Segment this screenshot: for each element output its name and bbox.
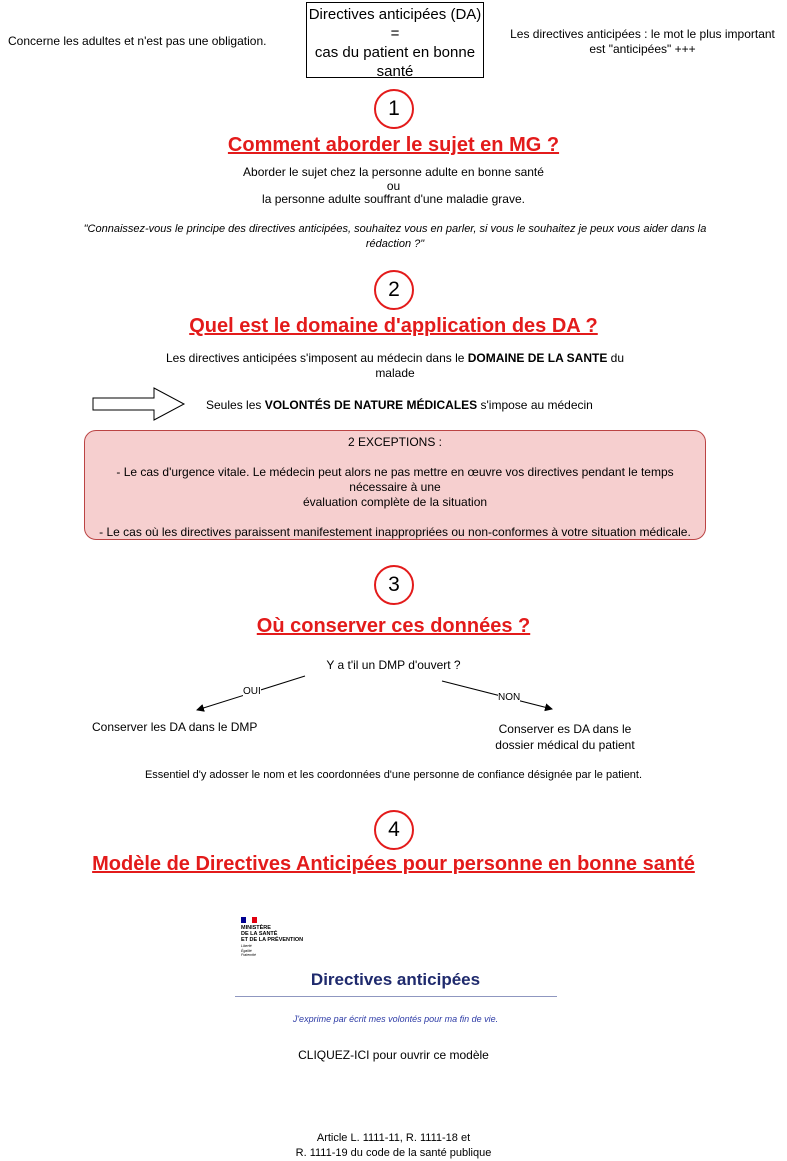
motto-line: Liberté [241, 944, 252, 948]
exception-1-line: - Le cas d'urgence vitale. Le médecin peut alors ne pas mettre en œuvre vos directives pendant le temps [116, 465, 674, 479]
section-2-heading: Quel est le domaine d'application des DA ? [189, 315, 598, 337]
section-2-line-2: malade [375, 366, 415, 380]
step-1-circle: 1 [374, 89, 414, 129]
title-box-line: cas du patient en bonne [314, 44, 476, 61]
title-box-line: = [390, 25, 400, 42]
step-3-circle: 3 [374, 565, 414, 605]
step-4-circle: 4 [374, 810, 414, 850]
quote-line: rédaction ?" [365, 238, 425, 250]
header-right-note-line: est "anticipées" +++ [589, 42, 696, 56]
directives-document-thumbnail[interactable] [208, 900, 583, 1030]
trusted-person-note: Essentiel d'y adosser le nom et les coordonnées d'une personne de confiance désignée par le patient. [144, 769, 643, 781]
ministry-logo [241, 917, 303, 958]
dmp-no-text [470, 721, 660, 753]
section-1-line: Aborder le sujet chez la personne adulte en bonne santé [243, 165, 544, 179]
ministry-line: MINISTÈRE [241, 925, 271, 931]
open-model-link[interactable]: CLIQUEZ-ICI pour ouvrir ce modèle [298, 1048, 489, 1062]
dmp-no-line: dossier médical du patient [495, 738, 635, 752]
dmp-yes-text: Conserver les DA dans le DMP [92, 720, 258, 734]
motto-line: Égalité [241, 948, 252, 953]
french-flag-icon [241, 917, 257, 923]
ministry-line: ET DE LA PRÉVENTION [241, 937, 304, 943]
title-box-line: santé [376, 63, 414, 80]
dmp-question: Y a t'il un DMP d'ouvert ? [326, 658, 461, 672]
step-2-circle: 2 [374, 270, 414, 310]
section-2-line-1: Les directives anticipées s'imposent au médecin dans le DOMAINE DE LA SANTE du [165, 351, 625, 365]
motto-line: Fraternité [241, 953, 256, 957]
section-1-line: la personne adulte souffrant d'une maladie grave. [262, 192, 525, 206]
header-right-note-line: Les directives anticipées : le mot le plus important [510, 27, 775, 41]
document-title: Directives anticipées [310, 970, 481, 989]
title-box-line: Directives anticipées (DA) [308, 6, 482, 23]
medical-wishes-text: Seules les VOLONTÉS DE NATURE MÉDICALES s'impose au médecin [206, 398, 593, 412]
oui-label: OUI [243, 686, 261, 697]
section-1-line: ou [386, 179, 401, 193]
legal-reference-line: R. 1111-19 du code de la santé publique [295, 1147, 492, 1159]
section-1-heading: Comment aborder le sujet en MG ? [227, 134, 560, 156]
document-tagline: J'exprime par écrit mes volontés pour ma fin de vie. [292, 1014, 499, 1024]
section-4-heading: Modèle de Directives Anticipées pour personne en bonne santé [92, 853, 695, 875]
quote-line: "Connaissez-vous le principe des directives anticipées, souhaitez vous en parler, si vous le souhaitez je peux vous aider dans la [83, 223, 707, 235]
legal-reference-line: Article L. 1111-11, R. 1111-18 et [316, 1132, 471, 1144]
ministry-line: DE LA SANTÉ [241, 931, 278, 937]
exception-2: - Le cas où les directives paraissent manifestement inappropriées ou non-conformes à votre situation médicale. [99, 525, 691, 539]
exception-1-line: évaluation complète de la situation [302, 495, 488, 509]
section-3-heading: Où conserver ces données ? [256, 615, 531, 637]
header-left-note: Concerne les adultes et n'est pas une obligation. [8, 34, 267, 48]
title-divider [235, 996, 557, 997]
exceptions-title: 2 EXCEPTIONS : [347, 435, 443, 449]
exception-1-line: nécessaire à une [349, 480, 441, 494]
non-arrow [442, 681, 552, 709]
legal-reference [0, 1131, 787, 1161]
dmp-no-line: Conserver es DA dans le [498, 722, 632, 736]
non-label: NON [498, 692, 521, 703]
